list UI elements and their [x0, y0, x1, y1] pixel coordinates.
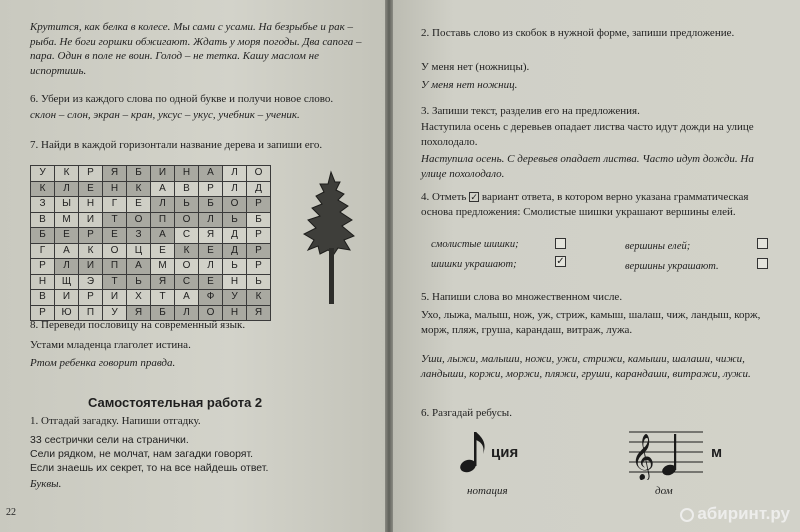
grid-cell: Б — [31, 228, 55, 244]
grid-cell: К — [175, 243, 199, 259]
grid-cell: М — [151, 259, 175, 275]
grid-cell: Ь — [175, 197, 199, 213]
checkbox-icon: ✓ — [470, 192, 478, 203]
task2-answer: У меня нет ножниц. — [421, 79, 518, 91]
grid-cell: В — [175, 181, 199, 197]
treble-clef-staff-icon — [629, 424, 703, 480]
grid-row — [31, 290, 271, 306]
logo-icon — [680, 508, 694, 522]
riddle-answer: Буквы. — [30, 478, 62, 490]
task6-title: 6. Убери из каждого слова по одной букве и получи новое слово. — [30, 93, 334, 105]
grid-row — [31, 243, 271, 259]
grid-cell: Р — [247, 259, 271, 275]
grid-cell: З — [31, 197, 55, 213]
grid-cell: А — [151, 228, 175, 244]
grid-row — [31, 166, 271, 182]
grid-cell: П — [103, 259, 127, 275]
grid-cell: Б — [199, 197, 223, 213]
grid-cell: И — [103, 290, 127, 306]
grid-cell: Я — [103, 166, 127, 182]
grid-cell: Ю — [55, 305, 79, 321]
grid-cell: Р — [31, 259, 55, 275]
grid-cell: Ь — [223, 259, 247, 275]
grid-cell: Т — [103, 212, 127, 228]
task2-text: У меня нет (ножницы). — [421, 61, 530, 73]
grid-cell: А — [127, 259, 151, 275]
grid-cell: О — [223, 197, 247, 213]
task7-title: 7. Найди в каждой горизонтали название дерева и запиши его. — [30, 139, 323, 151]
grid-cell: Н — [223, 305, 247, 321]
grid-cell: О — [103, 243, 127, 259]
option-1-label: смолистые шишки; — [431, 239, 519, 250]
rebus1-answer: нотация — [467, 485, 508, 497]
task4-title-end: вариант ответа, в котором верно указана грамматическая основа предложения: Смолистые шишки украшают вершины елей. — [421, 191, 749, 218]
option-3-label: вершины елей; — [625, 241, 691, 252]
grid-cell: Л — [199, 259, 223, 275]
section-title: Самостоятельная работа 2 — [88, 395, 263, 410]
grid-cell: Р — [79, 166, 103, 182]
task3-text: Наступила осень с деревьев опадает листва часто идут дожди на улице похолодало. — [421, 121, 754, 148]
intro-text: Крутится, как белка в колесе. Мы сами с усами. На безрыбье и рак – рыба. Не боги горшки обжигают. Ждать у моря погоды. Два сапога – пара. Один в поле не воин. Голод – не тетка. Кашу маслом не испортишь. — [30, 21, 362, 77]
grid-cell: Н — [31, 274, 55, 290]
grid-cell: К — [79, 243, 103, 259]
grid-cell: Ы — [55, 197, 79, 213]
grid-cell: Л — [223, 181, 247, 197]
grid-cell: Л — [55, 259, 79, 275]
grid-cell: И — [79, 259, 103, 275]
grid-cell: Х — [127, 290, 151, 306]
grid-cell: В — [31, 212, 55, 228]
grid-cell: Л — [175, 305, 199, 321]
grid-cell: О — [175, 259, 199, 275]
grid-cell: О — [199, 305, 223, 321]
grid-cell: Щ — [55, 274, 79, 290]
option-4-checkbox[interactable] — [757, 258, 768, 269]
grid-cell: К — [55, 166, 79, 182]
task8-answer: Ртом ребенка говорит правда. — [30, 357, 176, 369]
grid-cell: Ц — [127, 243, 151, 259]
grid-cell: П — [79, 305, 103, 321]
grid-cell: Ь — [127, 274, 151, 290]
grid-cell: А — [151, 181, 175, 197]
grid-cell: Б — [247, 212, 271, 228]
task8-text: Устами младенца глаголет истина. — [30, 339, 191, 351]
grid-cell: Э — [79, 274, 103, 290]
grid-cell: З — [127, 228, 151, 244]
grid-cell: Б — [151, 305, 175, 321]
option-1-checkbox[interactable] — [555, 238, 566, 249]
grid-cell: У — [223, 290, 247, 306]
grid-cell: Д — [223, 228, 247, 244]
grid-cell: Ф — [199, 290, 223, 306]
grid-cell: С — [175, 274, 199, 290]
tree-illustration — [300, 170, 362, 305]
grid-cell: Я — [151, 274, 175, 290]
grid-cell: И — [151, 166, 175, 182]
grid-row — [31, 181, 271, 197]
task4-title-start: 4. Отметь — [421, 191, 467, 203]
grid-cell: Е — [79, 181, 103, 197]
grid-cell: У — [103, 305, 127, 321]
task5-text: Ухо, лыжа, малыш, нож, уж, стриж, камыш, шалаш, чиж, ландыш, корж, морж, пляж, груша, карандаш, витраж, лужа. — [421, 309, 761, 336]
riddle-line-2: Сели рядком, не молчат, нам загадки говорят. — [30, 448, 254, 460]
riddle-line-1: 33 сестрички сели на странички. — [30, 434, 189, 446]
grid-row — [31, 259, 271, 275]
grid-cell: Р — [79, 290, 103, 306]
grid-cell: К — [247, 290, 271, 306]
grid-cell: Л — [55, 181, 79, 197]
task5-title: 5. Напиши слова во множественном числе. — [421, 291, 623, 303]
task3-title: 3. Запиши текст, разделив его на предложения. — [421, 105, 640, 117]
grid-cell: Е — [103, 228, 127, 244]
grid-cell: Е — [199, 274, 223, 290]
grid-cell: Я — [127, 305, 151, 321]
grid-cell: Т — [151, 290, 175, 306]
grid-cell: Н — [223, 274, 247, 290]
task6-answer: склон – слон, экран – кран, уксус – укус, учебник – ученик. — [30, 109, 300, 121]
grid-cell: Р — [247, 228, 271, 244]
grid-cell: С — [175, 228, 199, 244]
book-gutter — [385, 0, 393, 532]
task3-answer: Наступила осень. С деревьев опадает листва. Часто идут дожди. На улице похолодало. — [421, 153, 754, 180]
grid-cell: А — [199, 166, 223, 182]
grid-cell: Я — [199, 228, 223, 244]
grid-cell: Е — [127, 197, 151, 213]
grid-cell: Е — [151, 243, 175, 259]
grid-row — [31, 197, 271, 213]
grid-cell: Р — [199, 181, 223, 197]
grid-cell: В — [31, 290, 55, 306]
riddle-title: 1. Отгадай загадку. Напиши отгадку. — [30, 415, 201, 427]
watermark — [680, 504, 790, 524]
grid-cell: О — [127, 212, 151, 228]
watermark-text: абиринт.ру — [697, 504, 790, 523]
grid-cell: И — [55, 290, 79, 306]
grid-cell: Ь — [223, 212, 247, 228]
grid-cell: У — [31, 166, 55, 182]
svg-text:𝄞: 𝄞 — [631, 434, 655, 480]
grid-cell: Л — [199, 212, 223, 228]
grid-cell: Г — [103, 197, 127, 213]
task5-answer: Уши, лыжи, малыши, ножи, ужи, стрижи, камыши, шалаши, чижи, ландыши, коржи, моржи, пляжи, груши, карандаши, витражи, лужи. — [421, 353, 751, 380]
grid-cell: О — [175, 212, 199, 228]
grid-cell: Н — [103, 181, 127, 197]
rebus2-answer: дом — [655, 485, 673, 497]
grid-cell: Н — [175, 166, 199, 182]
grid-cell: О — [247, 166, 271, 182]
grid-cell: Т — [103, 274, 127, 290]
grid-cell: Л — [223, 166, 247, 182]
task2-title: 2. Поставь слово из скобок в нужной форме, запиши предложение. — [421, 27, 735, 39]
grid-cell: Д — [247, 181, 271, 197]
riddle-line-3: Если знаешь их секрет, то на все найдешь ответ. — [30, 462, 269, 474]
left-page — [0, 0, 385, 532]
grid-cell: Р — [247, 197, 271, 213]
task8-title: 8. Переведи пословицу на современный язык. — [30, 319, 246, 331]
grid-cell: Л — [151, 197, 175, 213]
option-2-checkbox[interactable]: ✓ — [556, 256, 565, 267]
grid-cell: Е — [55, 228, 79, 244]
grid-cell: К — [31, 181, 55, 197]
rebus2-suffix: м — [711, 444, 723, 461]
grid-cell: М — [55, 212, 79, 228]
grid-cell: Н — [79, 197, 103, 213]
grid-cell: Д — [223, 243, 247, 259]
grid-cell: Р — [79, 228, 103, 244]
grid-cell: Б — [127, 166, 151, 182]
grid-cell: Г — [31, 243, 55, 259]
grid-cell: И — [79, 212, 103, 228]
grid-row — [31, 228, 271, 244]
grid-cell: Я — [247, 305, 271, 321]
right-page — [393, 0, 800, 532]
option-4-label: вершины украшают. — [625, 261, 719, 272]
grid-cell: К — [127, 181, 151, 197]
grid-cell: Р — [31, 305, 55, 321]
grid-row — [31, 212, 271, 228]
letter-grid — [30, 165, 271, 321]
grid-cell: А — [55, 243, 79, 259]
grid-row — [31, 274, 271, 290]
grid-cell: П — [151, 212, 175, 228]
option-3-checkbox[interactable] — [757, 238, 768, 249]
grid-cell: Р — [247, 243, 271, 259]
page-number: 22 — [6, 506, 16, 518]
eighth-note-icon — [459, 428, 489, 474]
grid-cell: А — [175, 290, 199, 306]
task4-title — [421, 190, 781, 219]
option-2-label: шишки украшают; — [431, 259, 517, 270]
task6-title: 6. Разгадай ребусы. — [421, 407, 512, 419]
grid-cell: Ь — [247, 274, 271, 290]
rebus1-suffix: ция — [491, 444, 519, 461]
grid-cell: Е — [199, 243, 223, 259]
